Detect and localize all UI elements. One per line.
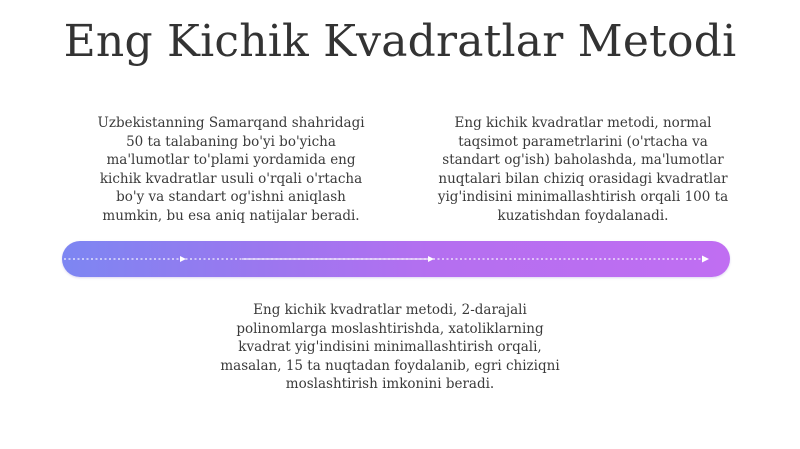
text-line: nuqtalari bilan chiziq orasidagi kvadratlar — [438, 170, 728, 187]
text-line: kvadrat yig'indisini minimallashtirish orqali, — [238, 339, 542, 355]
text-block-bottom — [215, 301, 565, 394]
text-block-left — [66, 114, 396, 225]
text-line: Eng kichik kvadratlar metodi, 2-darajali — [253, 302, 527, 318]
text-line: Eng kichik kvadratlar metodi, normal — [454, 115, 712, 131]
text-line: kuzatishdan foydalanadi. — [497, 207, 669, 224]
timeline-arrowhead-3 — [702, 256, 709, 263]
text-block-right — [418, 114, 748, 225]
timeline-arrowhead-2 — [428, 256, 434, 262]
text-line: ma'lumotlar to'plami yordamida eng — [106, 152, 356, 168]
page-title: Eng Kichik Kvadratlar Metodi — [63, 16, 737, 67]
text-line: mumkin, bu esa aniq natijalar beradi. — [102, 207, 360, 224]
timeline-arrow-line — [62, 249, 730, 269]
text-line: 50 ta talabaning bo'yi bo'yicha — [126, 133, 336, 150]
text-line: standart og'ish) baholashda, ma'lumotlar — [442, 152, 724, 168]
text-line: bo'y va standart og'ishni aniqlash — [116, 189, 346, 205]
text-line: kichik kvadratlar usuli o'rqali o'rtacha — [99, 170, 363, 187]
text-line: taqsimot parametrlarini (o'rtacha va — [458, 133, 708, 150]
text-line: moslashtirish imkonini beradi. — [285, 376, 495, 392]
text-line: masalan, 15 ta nuqtadan foydalanib, egri chiziqni — [220, 357, 560, 374]
text-line: Uzbekistanning Samarqand shahridagi — [97, 115, 365, 131]
text-line: yig'indisini minimallashtirish orqali 100 ta — [437, 189, 729, 205]
timeline-arrowhead-1 — [180, 256, 186, 262]
text-line: polinomlarga moslashtirishda, xatoliklarning — [236, 320, 544, 337]
